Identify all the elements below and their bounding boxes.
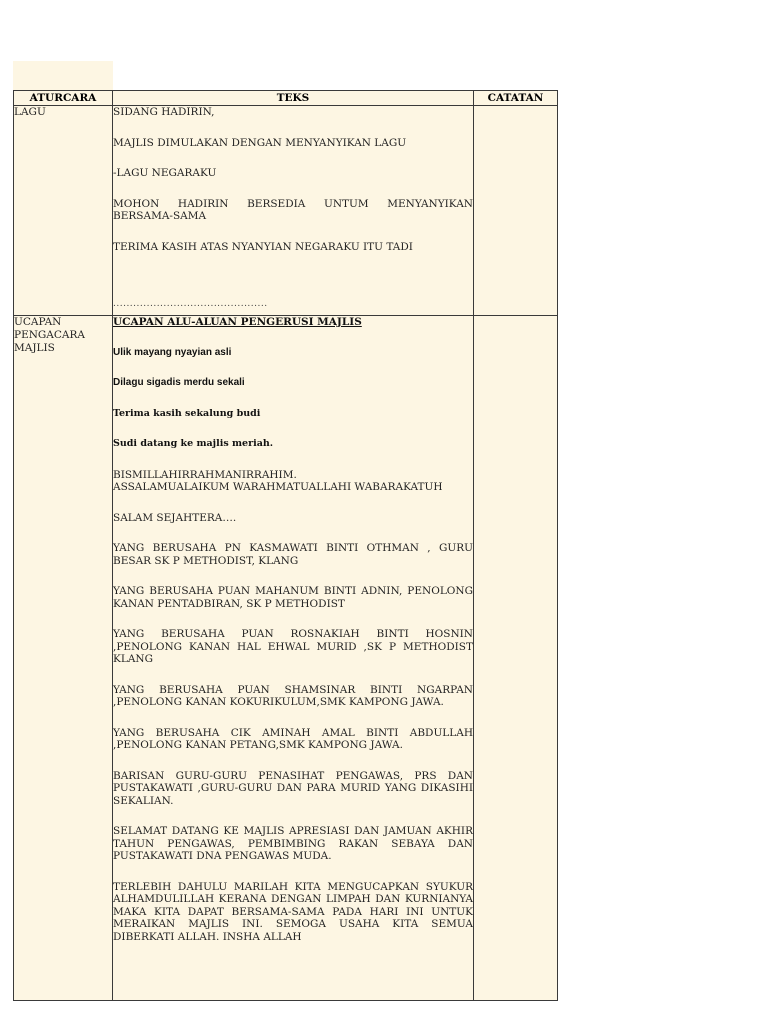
teks-line: TERLEBIH DAHULU MARILAH KITA MENGUCAPKAN SYUKUR ALHAMDULILLAH KERANA DENGAN LIMPAH DAN KURNIANYA MAKA KITA DAPAT BERSAMA-SAMA PADA HARI INI UNTUK MERAIKAN MAJLIS INI. SEMOGA USAHA KITA SEMUA DIBERKATI ALLAH. INSHA ALLAH: [113, 880, 473, 943]
aturcara-label: UCAPAN: [14, 316, 62, 328]
teks-line: SIDANG HADIRIN,: [113, 106, 215, 118]
teks-line: TERIMA KASIH ATAS NYANYIAN NEGARAKU ITU TADI: [113, 240, 413, 253]
aturcara-table: [13, 90, 558, 1001]
pantun-line: Sudi datang ke majlis meriah.: [113, 438, 274, 449]
teks-line: MAJLIS DIMULAKAN DENGAN MENYANYIKAN LAGU: [113, 136, 407, 149]
table-row: [14, 316, 558, 1001]
teks-cell: [113, 316, 474, 1001]
teks-line: YANG BERUSAHA PUAN ROSNAKIAH BINTI HOSNIN ,PENOLONG KANAN HAL EHWAL MURID ,SK P METHODIST KLANG: [113, 628, 473, 665]
teks-line: BISMILLAHIRRAHMANIRRAHIM.: [113, 468, 297, 481]
table-row: [14, 106, 558, 316]
aturcara-label: PENGACARA: [14, 329, 85, 341]
teks-line: YANG BERUSAHA PN KASMAWATI BINTI OTHMAN , GURU BESAR SK P METHODIST, KLANG: [113, 542, 473, 567]
aturcara-cell: [14, 106, 113, 316]
teks-cell: [113, 106, 474, 316]
teks-line: MOHON HADIRIN BERSEDIA UNTUM MENYANYIKAN BERSAMA-SAMA: [113, 197, 473, 222]
catatan-cell: [474, 106, 558, 316]
pantun-line: Terima kasih sekalung budi: [113, 407, 261, 419]
section-title: UCAPAN ALU-ALUAN PENGERUSI MAJLIS: [113, 316, 362, 328]
teks-line: -LAGU NEGARAKU: [113, 167, 217, 179]
table-header-row: [14, 91, 558, 106]
header-teks: TEKS: [113, 91, 474, 106]
catatan-cell: [474, 316, 558, 1001]
pantun-line: Dilagu sigadis merdu sekali: [113, 377, 245, 388]
teks-line: SELAMAT DATANG KE MAJLIS APRESIASI DAN JAMUAN AKHIR TAHUN PENGAWAS, PEMBIMBING RAKAN SEBAYA DAN PUSTAKAWATI DNA PENGAWAS MUDA.: [113, 825, 473, 862]
aturcara-cell: [14, 316, 113, 1001]
teks-line: YANG BERUSAHA CIK AMINAH AMAL BINTI ABDULLAH ,PENOLONG KANAN PETANG,SMK KAMPONG JAWA.: [113, 726, 473, 751]
teks-line: BARISAN GURU-GURU PENASIHAT PENGAWAS, PRS DAN PUSTAKAWATI ,GURU-GURU DAN PARA MURID YANG DIKASIHI SEKALIAN.: [113, 769, 473, 807]
aturcara-label: LAGU: [14, 106, 46, 118]
teks-line: YANG BERUSAHA PUAN SHAMSINAR BINTI NGARPAN ,PENOLONG KANAN KOKURIKULUM,SMK KAMPONG JAWA.: [113, 683, 473, 708]
header-aturcara: ATURCARA: [14, 91, 113, 106]
dotted-line: ..............................................: [113, 299, 268, 309]
teks-line: SALAM SEJAHTERA….: [113, 511, 237, 524]
header-catatan: CATATAN: [474, 91, 558, 106]
header-tab-stub: [13, 61, 113, 90]
teks-line: ASSALAMUALAIKUM WARAHMATUALLAHI WABARAKATUH: [113, 481, 443, 493]
teks-line: YANG BERUSAHA PUAN MAHANUM BINTI ADNIN, PENOLONG KANAN PENTADBIRAN, SK P METHODIST: [113, 585, 473, 610]
pantun-line: Ulik mayang nyayian asli: [113, 346, 232, 358]
aturcara-label: MAJLIS: [14, 342, 55, 354]
